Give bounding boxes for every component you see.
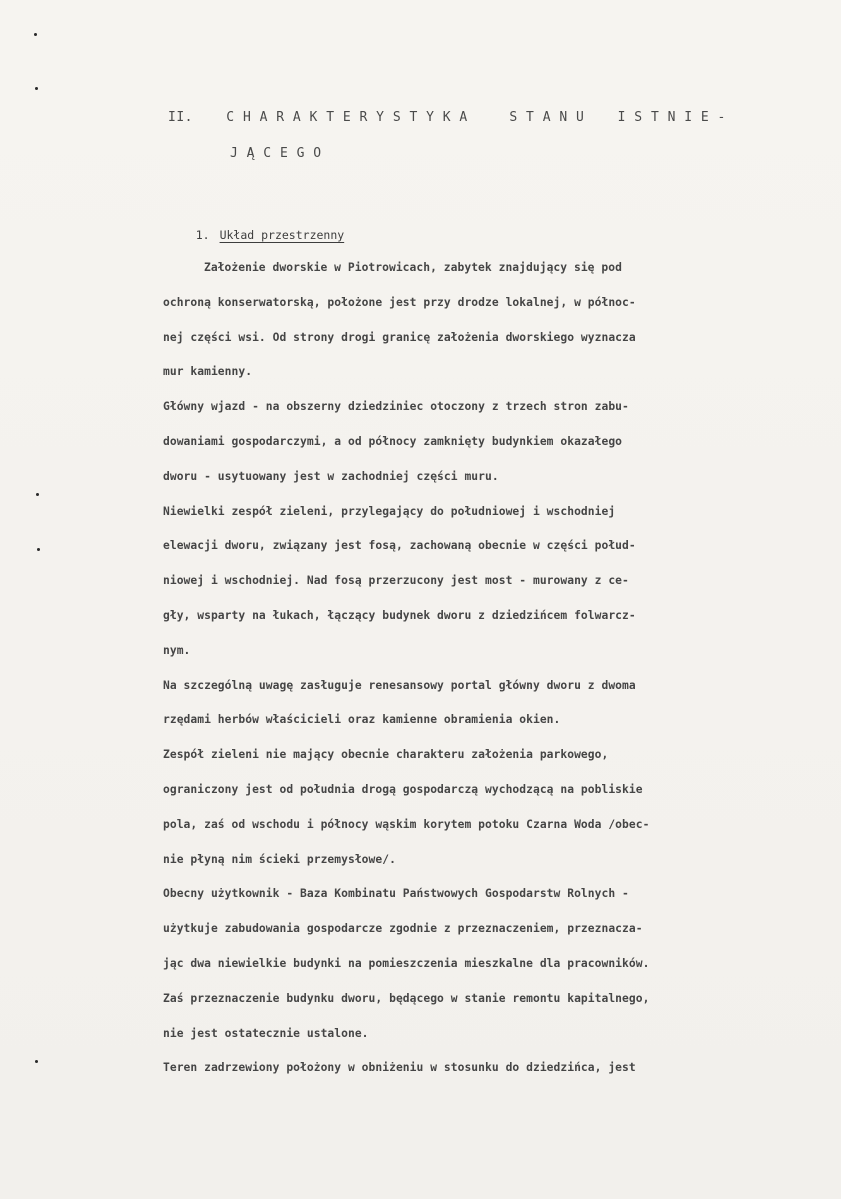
binder-hole-mark [34,33,37,36]
body-paragraphs [163,251,788,1086]
text-line: jąc dwa niewielkie budynki na pomieszczenia mieszkalne dla pracowników. [163,956,650,970]
text-line: niowej i wschodniej. Nad fosą przerzucony jest most - murowany z ce- [163,574,629,588]
binder-hole-mark [35,87,38,90]
chapter-heading-line-1: II. C H A R A K T E R Y S T Y K A S T A N U I S T N I E - [168,110,726,125]
binder-hole-mark [36,493,39,496]
text-line: Teren zadrzewiony położony w obniżeniu w stosunku do dziedzińca, jest [163,1061,636,1075]
text-line: dowaniami gospodarczymi, a od północy zamknięty budynkiem okazałego [163,434,623,448]
binder-hole-mark [37,548,40,551]
text-line: gły, wsparty na łukach, łączący budynek dworu z dziedzińcem folwarcz- [163,608,636,622]
section-number: 1. [195,228,210,242]
text-line: Zespół zieleni nie mający obecnie charakteru założenia parkowego, [163,748,609,762]
text-line: pola, zaś od wschodu i północy wąskim korytem potoku Czarna Woda /obec- [163,817,650,831]
section-heading [168,214,344,256]
section-title: Układ przestrzenny [219,228,345,242]
text-line: nym. [163,643,191,657]
text-line: Zaś przeznaczenie budynku dworu, będącego w stanie remontu kapitalnego, [163,991,650,1005]
text-line: Na szczególną uwagę zasługuje renesansowy portal główny dworu z dwoma [163,678,636,692]
text-line: Obecny użytkownik - Baza Kombinatu Państwowych Gospodarstw Rolnych - [163,887,629,901]
text-line: rzędami herbów właścicieli oraz kamienne obramienia okien. [163,713,561,727]
chapter-heading-line-2: J Ą C E G O [230,146,322,161]
text-line: ograniczony jest od południa drogą gospodarczą wychodzącą na pobliskie [163,782,643,796]
text-line: użytkuje zabudowania gospodarcze zgodnie z przeznaczeniem, przeznacza- [163,922,643,936]
binder-hole-mark [35,1060,38,1063]
text-line: ochroną konserwatorską, położone jest przy drodze lokalnej, w północ- [163,295,636,309]
text-line: Założenie dworskie w Piotrowicach, zabytek znajdujący się pod [204,261,622,274]
text-line: nie jest ostatecznie ustalone. [163,1026,369,1040]
text-line: mur kamienny. [163,365,253,379]
text-line: nie płyną nim ścieki przemysłowe/. [163,852,396,866]
text-line: elewacji dworu, związany jest fosą, zachowaną obecnie w części połud- [163,539,636,553]
text-line: dworu - usytuowany jest w zachodniej części muru. [163,469,499,483]
text-line: Główny wjazd - na obszerny dziedziniec otoczony z trzech stron zabu- [163,400,629,414]
text-line: Niewielki zespół zieleni, przylegający do południowej i wschodniej [163,504,616,518]
text-line: nej części wsi. Od strony drogi granicę założenia dworskiego wyznacza [163,330,636,344]
